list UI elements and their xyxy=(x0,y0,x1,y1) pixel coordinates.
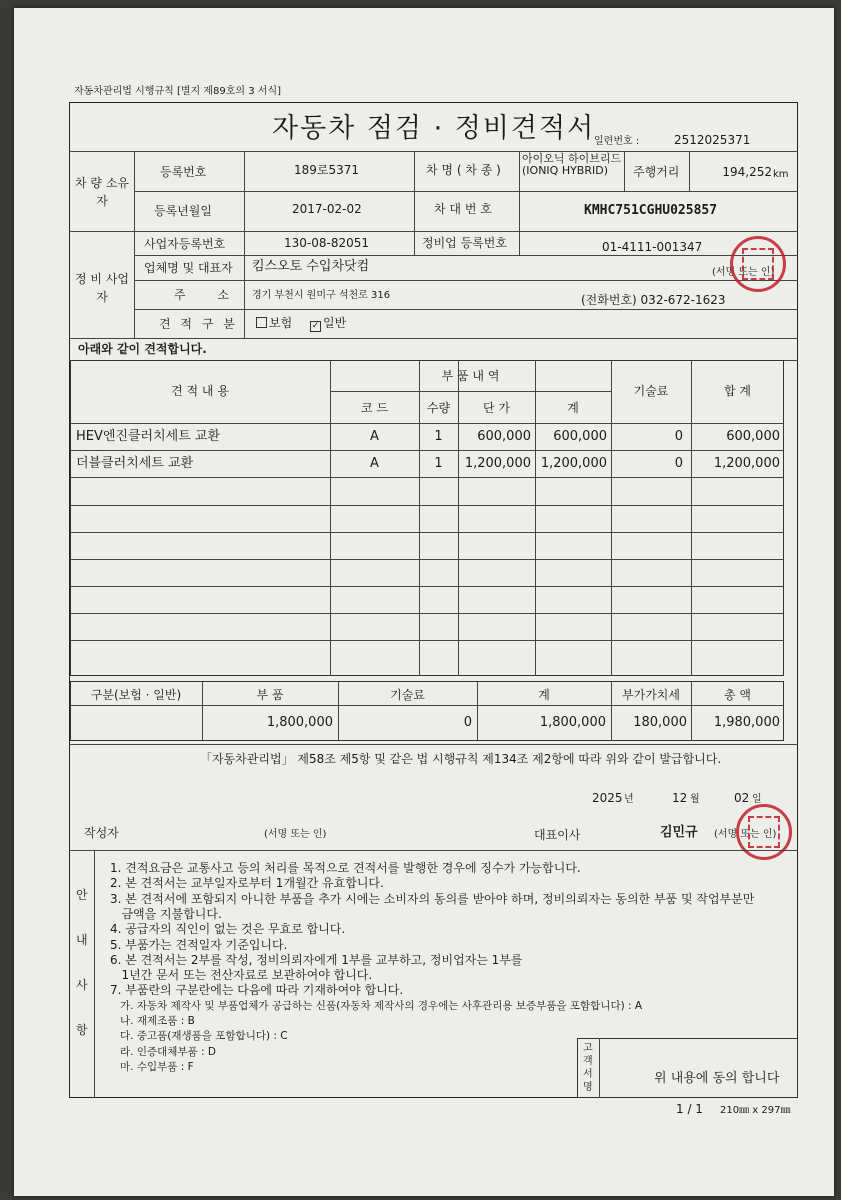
item-row-2-desc: 더블클러치세트 교환 xyxy=(76,456,194,471)
notice-line-14: 마. 수입부품 : F xyxy=(110,1060,194,1073)
company-seal xyxy=(730,236,786,292)
document-title: 자동차 점검 · 정비견적서 xyxy=(272,113,596,144)
notice-side-char-3: 사 xyxy=(76,978,88,992)
notice-line-13: 라. 인증대체부품 : D xyxy=(110,1045,216,1058)
reg-no-value: 189로5371 xyxy=(294,163,360,177)
notice-line-12: 다. 중고품(재생품을 포함합니다) : C xyxy=(110,1030,288,1043)
model-label: 차 명 ( 차 종 ) xyxy=(426,163,501,177)
estimate-document xyxy=(14,8,834,1196)
company-name-value: 킴스오토 수입차닷컴 xyxy=(252,259,370,274)
summary-sum-header: 계 xyxy=(538,688,550,702)
item-row-2-qty: 1 xyxy=(434,456,443,471)
writer-sign-hint: (서명 또는 인) xyxy=(264,829,327,840)
company-name-label: 업체명 및 대표자 xyxy=(144,261,233,275)
item-row-1-labor: 0 xyxy=(674,429,683,444)
notice-line-9: 7. 부품란의 구분란에는 다음에 따라 기재하여야 합니다. xyxy=(110,983,404,998)
insurance-checkbox[interactable] xyxy=(256,317,267,328)
grid-line xyxy=(458,360,459,676)
item-row-1-sum: 600,000 xyxy=(553,429,607,444)
grid-line xyxy=(70,640,784,641)
col-total-header: 합 계 xyxy=(724,384,751,398)
item-row-1-total: 600,000 xyxy=(726,429,780,444)
notice-side-char-4: 항 xyxy=(76,1023,88,1037)
reg-no-label: 등록번호 xyxy=(160,165,207,179)
ceo-seal xyxy=(736,804,792,860)
reg-date-value: 2017-02-02 xyxy=(292,202,362,216)
col-parts-header: 부 품 내 역 xyxy=(441,369,500,383)
option-general[interactable] xyxy=(310,316,346,332)
option-insurance[interactable] xyxy=(256,316,292,330)
issue-day-unit: 일 xyxy=(752,794,762,805)
mileage-unit: km xyxy=(773,169,789,180)
estimate-intro: 아래와 같이 견적합니다. xyxy=(78,342,207,356)
items-table-border xyxy=(70,360,784,676)
grid-line xyxy=(70,532,784,533)
grid-line xyxy=(70,586,784,587)
issue-day: 02 xyxy=(734,791,750,805)
grid-line xyxy=(611,360,612,676)
mileage-value: 194,252 xyxy=(722,165,772,179)
summary-type-header: 구분(보험 · 일반) xyxy=(90,688,182,702)
customer-sign-char-4: 명 xyxy=(583,1082,593,1093)
summary-total-value: 1,980,000 xyxy=(713,715,780,730)
item-row-1-qty: 1 xyxy=(434,429,443,444)
notice-side-char-2: 내 xyxy=(76,933,88,947)
ceo-sign-hint: (서명 또는 인) xyxy=(714,829,777,840)
vin-label: 차 대 번 호 xyxy=(434,202,492,216)
summary-labor-header: 기술료 xyxy=(390,688,425,702)
summary-parts-header: 부 품 xyxy=(256,688,284,702)
phone-value: (전화번호) 032-672-1623 xyxy=(581,293,726,307)
ceo-label: 대표이사 xyxy=(534,828,581,842)
owner-section-label: 차 량 소유자 xyxy=(75,176,129,208)
ceo-name: 김민규 xyxy=(660,825,698,840)
summary-parts-value: 1,800,000 xyxy=(266,715,333,730)
item-row-2-price: 1,200,000 xyxy=(464,456,531,471)
model-value: 아이오닉 하이브리드(IONIQ HYBRID) xyxy=(522,152,622,177)
business-section-label: 정 비 사업자 xyxy=(75,272,129,304)
col-price-header: 단 가 xyxy=(483,401,510,415)
summary-total-header: 총 액 xyxy=(724,688,751,702)
notice-line-5: 4. 공급자의 직인이 없는 것은 무효로 합니다. xyxy=(110,922,346,937)
col-desc-header: 견 적 내 용 xyxy=(171,384,229,398)
item-row-2-code: A xyxy=(370,456,379,471)
col-code-header: 코 드 xyxy=(361,401,388,415)
vin-value: KMHC751CGHU025857 xyxy=(584,203,718,218)
col-qty-header: 수량 xyxy=(426,401,451,415)
general-checkbox[interactable]: ✓ xyxy=(311,321,320,331)
grid-line xyxy=(70,450,784,451)
grid-line xyxy=(691,360,692,676)
notice-line-8: 1년간 문서 또는 전산자료로 보관하여야 합니다. xyxy=(110,968,373,983)
summary-vat-value: 180,000 xyxy=(633,715,687,730)
form-label: 자동차관리법 시행규칙 [별지 제89호의 3 서식] xyxy=(74,86,282,97)
estimate-type-label: 견 적 구 분 xyxy=(159,317,238,331)
company-sign-hint: (서명 또는 인) xyxy=(712,267,775,278)
biz-reg-label: 사업자등록번호 xyxy=(144,237,226,251)
grid-line xyxy=(70,505,784,506)
mileage-label: 주행거리 xyxy=(633,165,680,179)
item-row-2-labor: 0 xyxy=(674,456,683,471)
col-sum-header: 계 xyxy=(567,401,579,415)
issue-month-unit: 월 xyxy=(690,794,700,805)
writer-label: 작성자 xyxy=(84,826,119,840)
col-labor-header: 기술료 xyxy=(633,384,669,398)
grid-line xyxy=(70,559,784,560)
item-row-1-code: A xyxy=(370,429,379,444)
summary-labor-value: 0 xyxy=(463,715,472,730)
grid-line xyxy=(419,360,420,676)
notice-line-3: 3. 본 견적서에 포함되지 아니한 부품을 추가 시에는 소비자의 동의를 받아야 하며, 정비의뢰자는 동의한 부품 및 작업부분만 xyxy=(110,891,755,906)
address-value: 경기 부천시 원미구 석천로 316 xyxy=(252,290,391,301)
customer-sign-char-1: 고 xyxy=(583,1043,593,1054)
address-label: 주 소 xyxy=(174,288,243,302)
issue-year: 2025 xyxy=(592,791,623,805)
biz-reg-value: 130-08-82051 xyxy=(284,236,370,250)
customer-sign-box[interactable] xyxy=(577,1038,798,1098)
serial-label: 일련번호 : xyxy=(594,136,640,147)
item-row-2-total: 1,200,000 xyxy=(713,456,780,471)
grid-line xyxy=(330,360,331,676)
grid-line xyxy=(535,360,536,676)
grid-line xyxy=(330,391,611,392)
notice-line-4: 금액을 지불합니다. xyxy=(110,906,222,921)
notice-line-7: 6. 본 견적서는 2부를 작성, 정비의뢰자에게 1부를 교부하고, 정비업자는 1부를 xyxy=(110,952,523,967)
paper-size: 210㎜ x 297㎜ xyxy=(720,1105,791,1116)
notice-line-10: 가. 자동차 제작사 및 부품업체가 공급하는 신품(자동차 제작사의 경우에는 사후관리용 보증부품을 포함합니다) : A xyxy=(110,999,643,1012)
summary-sum-value: 1,800,000 xyxy=(539,715,606,730)
notice-line-1: 1. 견적요금은 교통사고 등의 처리를 목적으로 견적서를 발행한 경우에 징수가 가능합니다. xyxy=(110,861,581,875)
summary-vat-header: 부가가치세 xyxy=(622,688,680,702)
page-number: 1 / 1 xyxy=(676,1102,703,1116)
issue-year-unit: 년 xyxy=(624,794,634,805)
repair-reg-label: 정비업 등록번호 xyxy=(422,236,507,250)
notice-side-char-1: 안 xyxy=(76,888,88,902)
notice-line-11: 나. 재제조품 : B xyxy=(110,1015,195,1027)
notice-line-2: 2. 본 견적서는 교부일자로부터 1개월간 유효합니다. xyxy=(110,876,384,891)
issue-statement: 「자동차관리법」 제58조 제5항 및 같은 법 시행규칙 제134조 제2항에 따라 위와 같이 발급합니다. xyxy=(200,752,722,766)
grid-line xyxy=(70,613,784,614)
reg-date-label: 등록년월일 xyxy=(154,204,212,218)
grid-line xyxy=(70,477,784,478)
item-row-1-price: 600,000 xyxy=(477,429,531,444)
serial-number: 2512025371 xyxy=(674,133,751,147)
option-insurance-label: 보험 xyxy=(269,316,293,330)
notice-line-6: 5. 부품가는 견적일자 기준입니다. xyxy=(110,937,288,952)
consent-text: 위 내용에 동의 합니다 xyxy=(654,1071,780,1086)
item-row-1-desc: HEV엔진클러치세트 교환 xyxy=(76,429,221,444)
repair-reg-value: 01-4111-001347 xyxy=(602,240,703,254)
item-row-2-sum: 1,200,000 xyxy=(540,456,607,471)
grid-line xyxy=(70,423,784,424)
option-general-label: 일반 xyxy=(323,316,347,330)
customer-sign-char-2: 객 xyxy=(583,1056,593,1067)
issue-month: 12 xyxy=(672,791,688,805)
customer-sign-char-3: 서 xyxy=(583,1069,593,1080)
